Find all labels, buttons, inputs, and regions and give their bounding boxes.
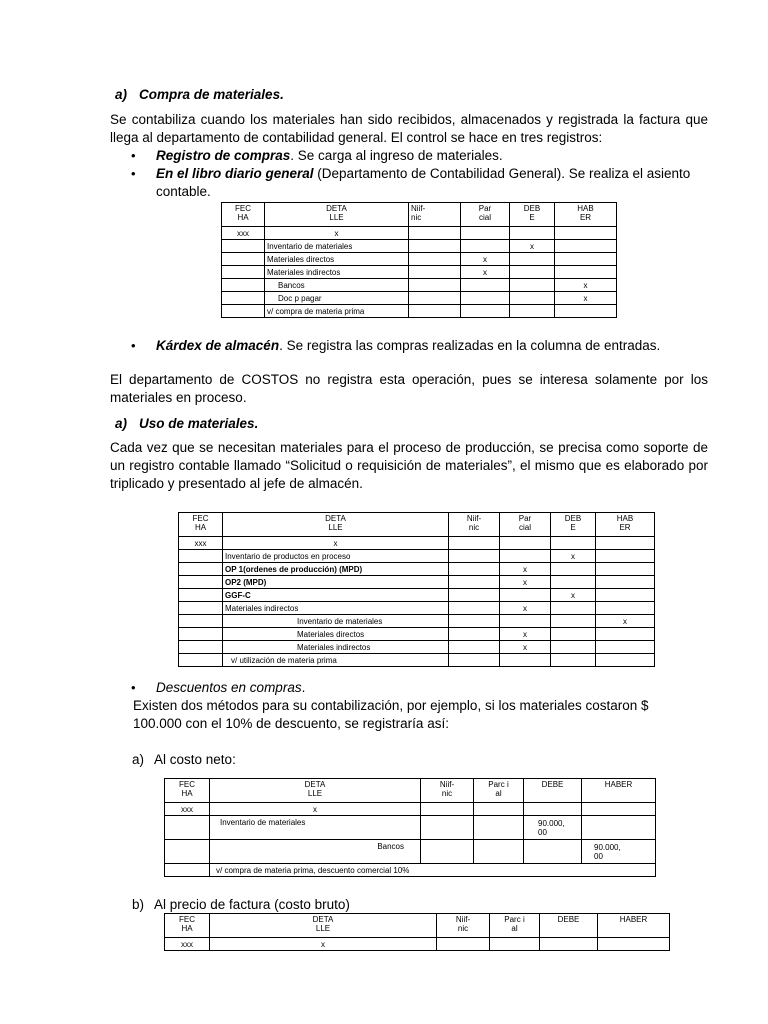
- cell: [596, 550, 655, 563]
- bullet-icon: •: [131, 680, 136, 695]
- cell: [179, 563, 223, 576]
- table-row: [165, 938, 670, 951]
- cell: [461, 240, 510, 253]
- cell: Materiales indirectos: [223, 641, 449, 654]
- cell: [551, 628, 596, 641]
- table-header: [165, 779, 656, 803]
- cell: [179, 628, 223, 641]
- cell: [179, 654, 223, 667]
- bullet-emphasis: En el libro diario general: [156, 166, 314, 181]
- cell: [179, 641, 223, 654]
- cell: [500, 654, 551, 667]
- col-header: Parc i al: [474, 779, 524, 803]
- table-row: [179, 563, 655, 576]
- col-header: Niif- nic: [409, 203, 461, 227]
- col-header: DEBE: [524, 779, 582, 803]
- col-header: DETA LLE: [210, 779, 421, 803]
- cell: [490, 938, 540, 951]
- cell: [461, 279, 510, 292]
- section-letter: a): [115, 87, 128, 102]
- cell: [551, 654, 596, 667]
- cell: [510, 253, 555, 266]
- cell: [551, 576, 596, 589]
- cell: [222, 305, 265, 318]
- cell: [409, 266, 461, 279]
- cell: [449, 641, 500, 654]
- cell: [449, 576, 500, 589]
- cell: [500, 615, 551, 628]
- table-row: [222, 227, 617, 240]
- cell: [222, 279, 265, 292]
- section-heading: [115, 415, 258, 433]
- cell: [222, 253, 265, 266]
- table-row: [165, 840, 656, 864]
- table-row: [179, 654, 655, 667]
- cell: x: [210, 938, 437, 951]
- cell: x: [551, 589, 596, 602]
- bullet-item: [156, 165, 708, 201]
- cell: [409, 240, 461, 253]
- cell: [409, 292, 461, 305]
- cell: [179, 615, 223, 628]
- sub-title: Al precio de factura (costo bruto): [154, 897, 350, 912]
- cell: [421, 803, 474, 816]
- cell: [409, 253, 461, 266]
- sub-title: Al costo neto:: [154, 752, 236, 767]
- col-header: FEC HA: [179, 513, 223, 537]
- sub-heading: [132, 896, 350, 914]
- bullet-item: [156, 337, 708, 355]
- cell: [596, 602, 655, 615]
- cell: Doc p pagar: [265, 292, 409, 305]
- bullet-text: .: [301, 680, 306, 695]
- cell: [409, 279, 461, 292]
- col-header: DEB E: [551, 513, 596, 537]
- col-header: Niif- nic: [421, 779, 474, 803]
- cell: [449, 550, 500, 563]
- cell: [582, 803, 656, 816]
- cell: [222, 240, 265, 253]
- table-row: [179, 550, 655, 563]
- table-row: [179, 589, 655, 602]
- table-row: [165, 864, 656, 877]
- section-letter: a): [115, 416, 128, 431]
- cell: [524, 840, 582, 864]
- col-header: DETA LLE: [210, 914, 437, 938]
- cell: [165, 816, 210, 840]
- cell: [596, 641, 655, 654]
- cell: [421, 816, 474, 840]
- cell: [551, 602, 596, 615]
- cell: [500, 589, 551, 602]
- bullet-item: [156, 679, 305, 697]
- cell: [222, 266, 265, 279]
- section-title: Compra de materiales.: [139, 87, 284, 102]
- cell: xxx: [165, 938, 210, 951]
- cell: [179, 589, 223, 602]
- bullet-text: (Departamento de Contabilidad General). Se realiza el asiento contable.: [156, 166, 691, 199]
- sub-letter: a): [132, 752, 145, 767]
- cell: [461, 305, 510, 318]
- cell: [474, 803, 524, 816]
- cell: [500, 537, 551, 550]
- cell: x: [210, 803, 421, 816]
- bullet-icon: •: [131, 166, 136, 181]
- cell: [510, 279, 555, 292]
- cell: v/ utilización de materia prima: [223, 654, 449, 667]
- cell: [165, 840, 210, 864]
- cell: x: [551, 550, 596, 563]
- cell: [449, 628, 500, 641]
- cell: Materiales directos: [265, 253, 409, 266]
- col-header: HAB ER: [596, 513, 655, 537]
- sub-heading: [132, 751, 236, 769]
- cell: x: [500, 563, 551, 576]
- cell: x: [500, 641, 551, 654]
- bullet-emphasis: Kárdex de almacén: [156, 338, 280, 353]
- table-row: [165, 816, 656, 840]
- cell: x: [461, 253, 510, 266]
- cell: [474, 840, 524, 864]
- col-header: FEC HA: [165, 914, 210, 938]
- ledger-table-compra: [221, 202, 617, 318]
- cell: [596, 576, 655, 589]
- ledger-table-costo-bruto: [164, 913, 670, 951]
- bullet-emphasis: Registro de compras: [156, 148, 291, 163]
- table-row: [222, 305, 617, 318]
- cell: Inventario de materiales: [223, 615, 449, 628]
- col-header: Niif- nic: [437, 914, 490, 938]
- col-header: Par cial: [461, 203, 510, 227]
- cell: Inventario de materiales: [265, 240, 409, 253]
- cell: 90.000, 00: [524, 816, 582, 840]
- cell: [449, 589, 500, 602]
- cell: v/ compra de materia prima, descuento comercial 10%: [210, 864, 656, 877]
- cell: [555, 227, 617, 240]
- ledger-table-uso: [178, 512, 655, 667]
- cell: [461, 292, 510, 305]
- cell: [222, 292, 265, 305]
- cell: v/ compra de materia prima: [265, 305, 409, 318]
- cell: x: [223, 537, 449, 550]
- table-header: [179, 513, 655, 537]
- cell: x: [500, 576, 551, 589]
- cell: [500, 550, 551, 563]
- cell: [421, 840, 474, 864]
- cell: [179, 550, 223, 563]
- cell: [461, 227, 510, 240]
- table-row: [222, 253, 617, 266]
- cell: x: [510, 240, 555, 253]
- cell: [596, 537, 655, 550]
- bullet-icon: •: [131, 338, 136, 353]
- cell: x: [500, 602, 551, 615]
- table-row: [222, 240, 617, 253]
- paragraph: El departamento de COSTOS no registra esta operación, pues se interesa solamente por los materiales en proceso.: [110, 372, 708, 405]
- cell: [449, 537, 500, 550]
- col-header: Parc i al: [490, 914, 540, 938]
- table-row: [179, 628, 655, 641]
- table-row: [222, 292, 617, 305]
- cell: [474, 816, 524, 840]
- cell: [449, 563, 500, 576]
- cell: [540, 938, 598, 951]
- table-row: [222, 279, 617, 292]
- ledger-table-costo-neto: [164, 778, 656, 877]
- cell: [598, 938, 670, 951]
- cell: [555, 305, 617, 318]
- table-row: [179, 615, 655, 628]
- cell: Materiales directos: [223, 628, 449, 641]
- cell: [551, 537, 596, 550]
- cell: [437, 938, 490, 951]
- cell: x: [265, 227, 409, 240]
- sub-letter: b): [132, 897, 145, 912]
- col-header: HABER: [582, 779, 656, 803]
- col-header: DETA LLE: [223, 513, 449, 537]
- paragraph: Existen dos métodos para su contabilización, por ejemplo, si los materiales costaron $ 100.000 con el 10% de descuento, se registraría así:: [133, 698, 649, 731]
- cell: x: [596, 615, 655, 628]
- cell: [596, 589, 655, 602]
- table-row: [179, 602, 655, 615]
- col-header: FEC HA: [222, 203, 265, 227]
- cell: [409, 305, 461, 318]
- cell: xxx: [222, 227, 265, 240]
- cell: [449, 615, 500, 628]
- table-row: [179, 576, 655, 589]
- col-header: Par cial: [500, 513, 551, 537]
- cell: [510, 305, 555, 318]
- cell: [165, 864, 210, 877]
- cell: [409, 227, 461, 240]
- col-header: DETA LLE: [265, 203, 409, 227]
- cell: [555, 240, 617, 253]
- table-header: [165, 914, 670, 938]
- cell: [510, 227, 555, 240]
- cell: 90.000, 00: [582, 840, 656, 864]
- bullet-icon: •: [131, 148, 136, 163]
- table-header: [222, 203, 617, 227]
- cell: Bancos: [265, 279, 409, 292]
- cell: [524, 803, 582, 816]
- bullet-text: . Se registra las compras realizadas en la columna de entradas.: [279, 338, 661, 353]
- cell: [510, 266, 555, 279]
- table-row: [179, 641, 655, 654]
- cell: [449, 654, 500, 667]
- cell: GGF-C: [223, 589, 449, 602]
- paragraph: Se contabiliza cuando los materiales han sido recibidos, almacenados y registrada la factura que llega al departamento de contabilidad general. El control se hace en tres registros:: [110, 112, 708, 145]
- cell: [179, 602, 223, 615]
- cell: Inventario de productos en proceso: [223, 550, 449, 563]
- col-header: HAB ER: [555, 203, 617, 227]
- cell: OP2 (MPD): [223, 576, 449, 589]
- cell: x: [500, 628, 551, 641]
- cell: x: [555, 292, 617, 305]
- cell: [551, 641, 596, 654]
- cell: xxx: [179, 537, 223, 550]
- cell: [555, 253, 617, 266]
- paragraph: Cada vez que se necesitan materiales para el proceso de producción, se precisa como soporte de un registro contable llamado “Solicitud o requisición de materiales”, el mismo que es elaborado por triplicado y presentado al jefe de almacén.: [110, 440, 708, 491]
- cell: [551, 615, 596, 628]
- bullet-text: . Se carga al ingreso de materiales.: [290, 148, 503, 163]
- cell: [179, 576, 223, 589]
- cell: Materiales indirectos: [223, 602, 449, 615]
- col-header: Niif- nic: [449, 513, 500, 537]
- cell: xxx: [165, 803, 210, 816]
- cell: [551, 563, 596, 576]
- section-title: Uso de materiales.: [139, 416, 259, 431]
- cell: [582, 816, 656, 840]
- cell: Inventario de materiales: [210, 816, 421, 840]
- cell: Materiales indirectos: [265, 266, 409, 279]
- col-header: DEBE: [540, 914, 598, 938]
- cell: OP 1(ordenes de producción) (MPD): [223, 563, 449, 576]
- cell: [510, 292, 555, 305]
- cell: x: [461, 266, 510, 279]
- cell: [596, 654, 655, 667]
- table-row: [179, 537, 655, 550]
- col-header: HABER: [598, 914, 670, 938]
- cell: Bancos: [210, 840, 421, 864]
- cell: [449, 602, 500, 615]
- section-heading: [115, 86, 284, 104]
- bullet-emphasis: Descuentos en compras: [156, 680, 302, 695]
- bullet-item: [156, 147, 708, 165]
- cell: [555, 266, 617, 279]
- cell: x: [555, 279, 617, 292]
- cell: [596, 563, 655, 576]
- table-row: [165, 803, 656, 816]
- col-header: DEB E: [510, 203, 555, 227]
- col-header: FEC HA: [165, 779, 210, 803]
- cell: [596, 628, 655, 641]
- table-row: [222, 266, 617, 279]
